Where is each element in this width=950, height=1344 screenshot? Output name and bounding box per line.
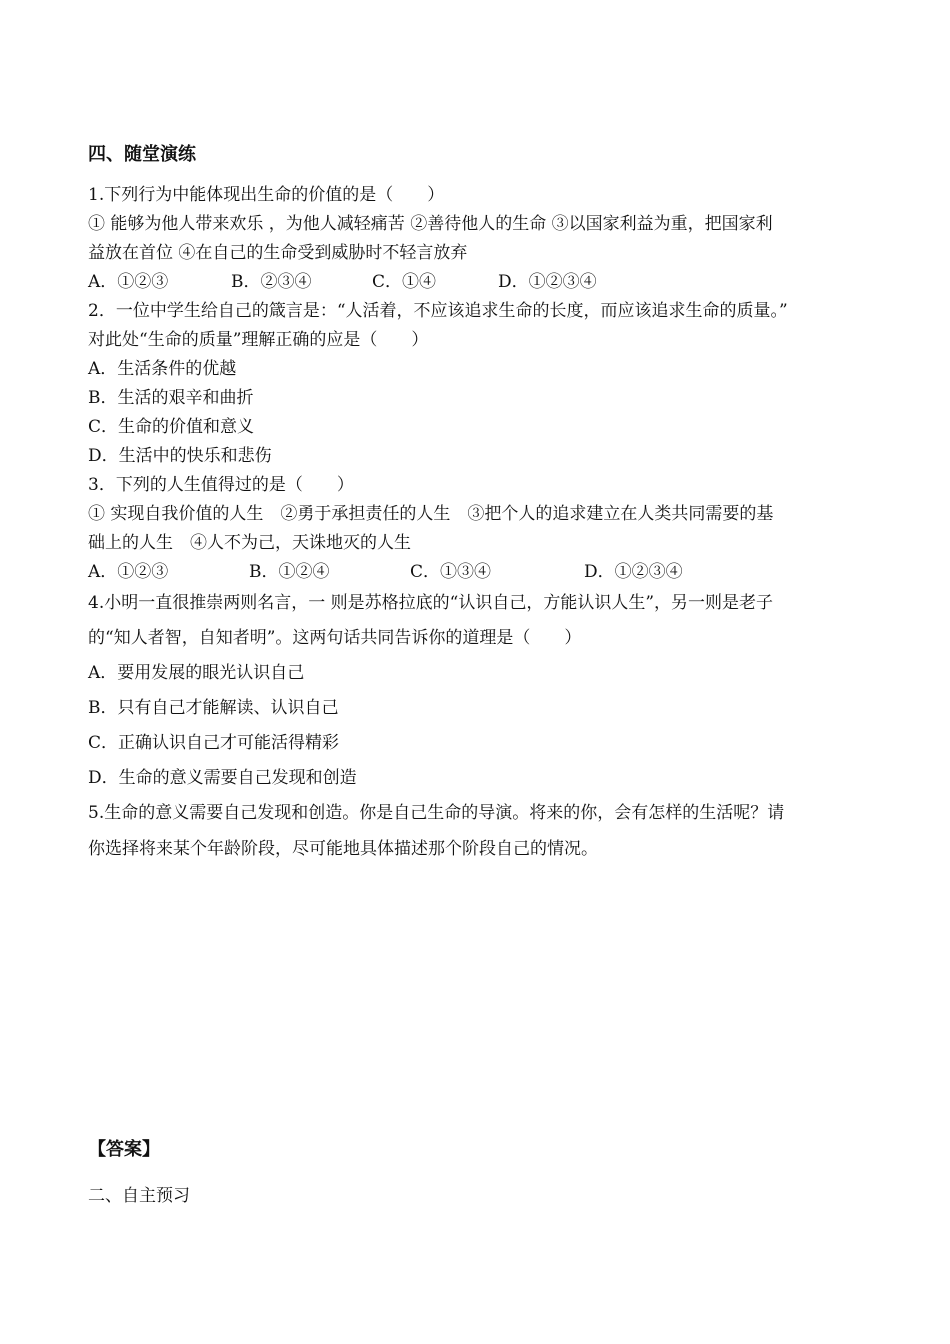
q3-stem: 3．下列的人生值得过的是（ ） <box>88 475 354 495</box>
q4-stem-line1: 4.小明一直很推崇两则名言，一 则是苏格拉底的“认识自己，方能认识人生”，另一则是老子 <box>88 593 774 613</box>
q2-option-a: A．生活条件的优越 <box>88 359 237 379</box>
q4-option-d: D．生命的意义需要自己发现和创造 <box>88 768 357 788</box>
q4-stem-line2: 的“知人者智，自知者明”。这两句话共同告诉你的道理是（ ） <box>88 628 582 648</box>
q1-option-c: C．①④ <box>372 272 437 292</box>
q3-option-b: B．①②④ <box>249 562 330 582</box>
q2-stem-line2: 对此处“生命的质量”理解正确的应是（ ） <box>88 330 429 350</box>
q1-option-d: D．①②③④ <box>498 272 597 292</box>
q3-option-a: A．①②③ <box>88 562 169 582</box>
q1-option-b: B．②③④ <box>231 272 312 292</box>
q1-items-line1: ① 能够为他人带来欢乐 ，为他人减轻痛苦 ②善待他人的生命 ③以国家利益为重，把国家利 <box>88 214 773 234</box>
q5-stem-line2: 你选择将来某个年龄阶段，尽可能地具体描述那个阶段自己的情况。 <box>88 839 598 859</box>
q3-options <box>88 561 848 583</box>
answers-subheading: 二、自主预习 <box>88 1186 190 1206</box>
q5-stem-line1: 5.生命的意义需要自己发现和创造。你是自己生命的导演。将来的你，会有怎样的生活呢？请 <box>88 803 785 823</box>
q4-option-c: C．正确认识自己才可能活得精彩 <box>88 733 340 753</box>
q3-option-c: C．①③④ <box>410 562 492 582</box>
q2-option-b: B．生活的艰辛和曲折 <box>88 388 254 408</box>
q4-option-b: B．只有自己才能解读、认识自己 <box>88 698 339 718</box>
q3-option-d: D．①②③④ <box>584 562 683 582</box>
answers-heading: 【答案】 <box>88 1139 160 1160</box>
q2-stem-line1: 2．一位中学生给自己的箴言是：“人活着，不应该追求生命的长度，而应该追求生命的质量。” <box>88 301 788 321</box>
q1-items-line2: 益放在首位 ④在自己的生命受到威胁时不轻言放弃 <box>88 243 468 263</box>
q1-options <box>88 271 848 293</box>
q1-stem: 1.下列行为中能体现出生命的价值的是（ ） <box>88 185 445 205</box>
q1-option-a: A．①②③ <box>88 272 169 292</box>
q4-option-a: A．要用发展的眼光认识自己 <box>88 663 305 683</box>
section-heading: 四、随堂演练 <box>88 144 196 165</box>
q3-items-line2: 础上的人生 ④人不为己，天诛地灭的人生 <box>88 533 411 553</box>
q3-items-line1: ① 实现自我价值的人生 ②勇于承担责任的人生 ③把个人的追求建立在人类共同需要的基 <box>88 504 774 524</box>
q2-option-d: D．生活中的快乐和悲伤 <box>88 446 272 466</box>
q2-option-c: C．生命的价值和意义 <box>88 417 255 437</box>
